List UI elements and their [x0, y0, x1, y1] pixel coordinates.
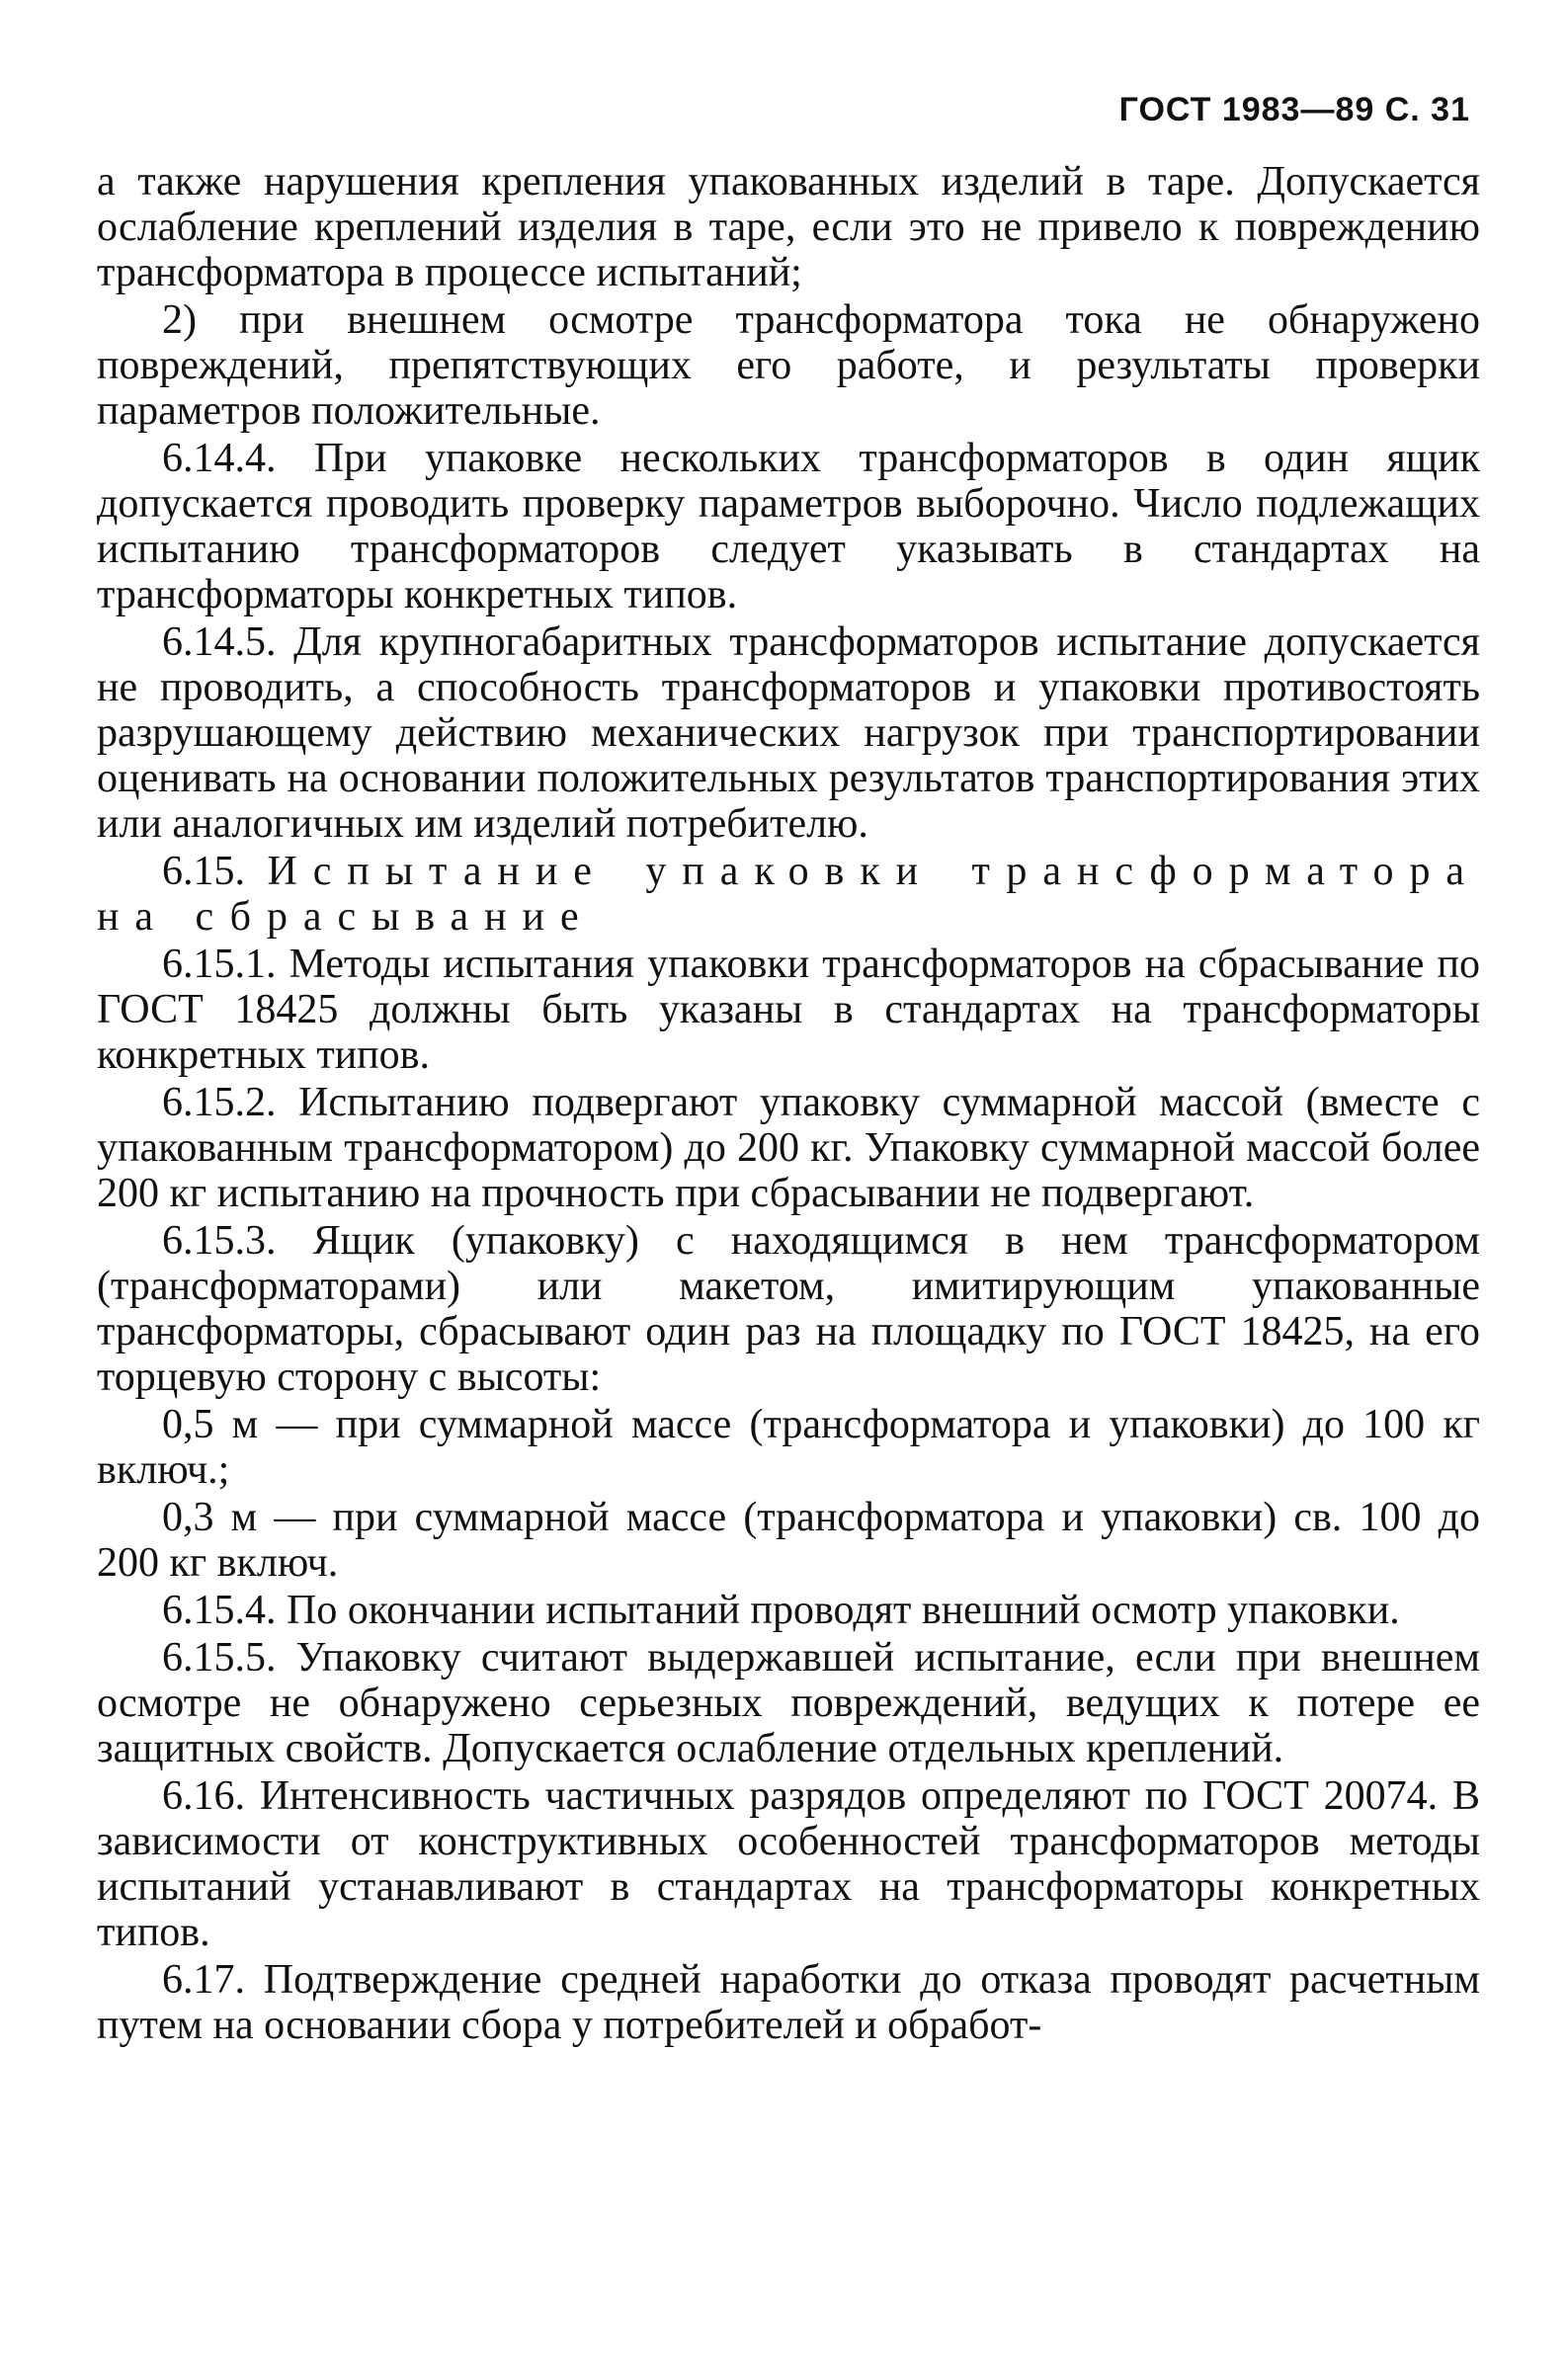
document-body — [97, 159, 1480, 2048]
section-title: Испытание упаковки трансформатора на сбрасывание — [97, 849, 1481, 940]
list-item-height-0-5: 0,5 м — при суммарной массе (трансформатора и упаковки) до 100 кг включ.; — [97, 1402, 1480, 1493]
paragraph-continuation: а также нарушения крепления упакованных изделий в таре. Допускается ослабление креплений изделия в таре, если это не привело к повреждению трансформатора в процессе испытаний; — [97, 159, 1480, 295]
section-number: 6.15. — [162, 849, 245, 894]
paragraph-6-15-4: 6.15.4. По окончании испытаний проводят внешний осмотр упаковки. — [162, 1588, 1400, 1633]
document-page — [97, 91, 1480, 2363]
paragraph-6-15-5: 6.15.5. Упаковку считают выдержавшей испытание, если при внешнем осмотре не обнаружено серьезных повреждений, ведущих к потере ее защитных свойств. Допускается ослабление отдельных креплений. — [97, 1635, 1480, 1771]
paragraph-6-16: 6.16. Интенсивность частичных разрядов определяют по ГОСТ 20074. В зависимости от конструктивных особенностей трансформаторов методы испытаний устанавливают в стандартах на трансформаторы конкретных типов. — [97, 1773, 1480, 1955]
paragraph-6-15-3: 6.15.3. Ящик (упаковку) с находящимся в нем трансформатором (трансформаторами) или макетом, имитирующим упакованные трансформаторы, сбрасывают один раз на площадку по ГОСТ 18425, на его торцевую сторону с высоты: — [97, 1218, 1480, 1400]
paragraph-item-2: 2) при внешнем осмотре трансформатора тока не обнаружено повреждений, препятствующих его работе, и результаты проверки параметров положительные. — [97, 297, 1480, 434]
paragraph-6-15-1: 6.15.1. Методы испытания упаковки трансформаторов на сбрасывание по ГОСТ 18425 должны быть указаны в стандартах на трансформаторы конкретных типов. — [97, 942, 1480, 1078]
paragraph-6-15-2: 6.15.2. Испытанию подвергают упаковку суммарной массой (вместе с упакованным трансформатором) до 200 кг. Упаковку суммарной массой более 200 кг испытанию на прочность при сбрасывании не подвергают. — [97, 1080, 1480, 1216]
paragraph-6-14-4: 6.14.4. При упаковке нескольких трансформаторов в один ящик допускается проводить проверку параметров выборочно. Число подлежащих испытанию трансформаторов следует указывать в стандартах на трансформаторы конкретных типов. — [97, 436, 1480, 617]
section-heading-6-15 — [97, 849, 1480, 940]
page-header: ГОСТ 1983—89 С. 31 — [1118, 91, 1470, 128]
paragraph-6-14-5: 6.14.5. Для крупногабаритных трансформаторов испытание допускается не проводить, а способность трансформаторов и упаковки противостоять разрушающему действию механических нагрузок при транспортировании оценивать на основании положительных результатов транспортирования этих или аналогичных им изделий потребителю. — [97, 619, 1480, 847]
paragraph-6-17: 6.17. Подтверждение средней наработки до отказа проводят расчетным путем на основании сбора у потребителей и обработ- — [97, 1957, 1480, 2048]
list-item-height-0-3: 0,3 м — при суммарной массе (трансформатора и упаковки) св. 100 до 200 кг включ. — [97, 1495, 1480, 1586]
